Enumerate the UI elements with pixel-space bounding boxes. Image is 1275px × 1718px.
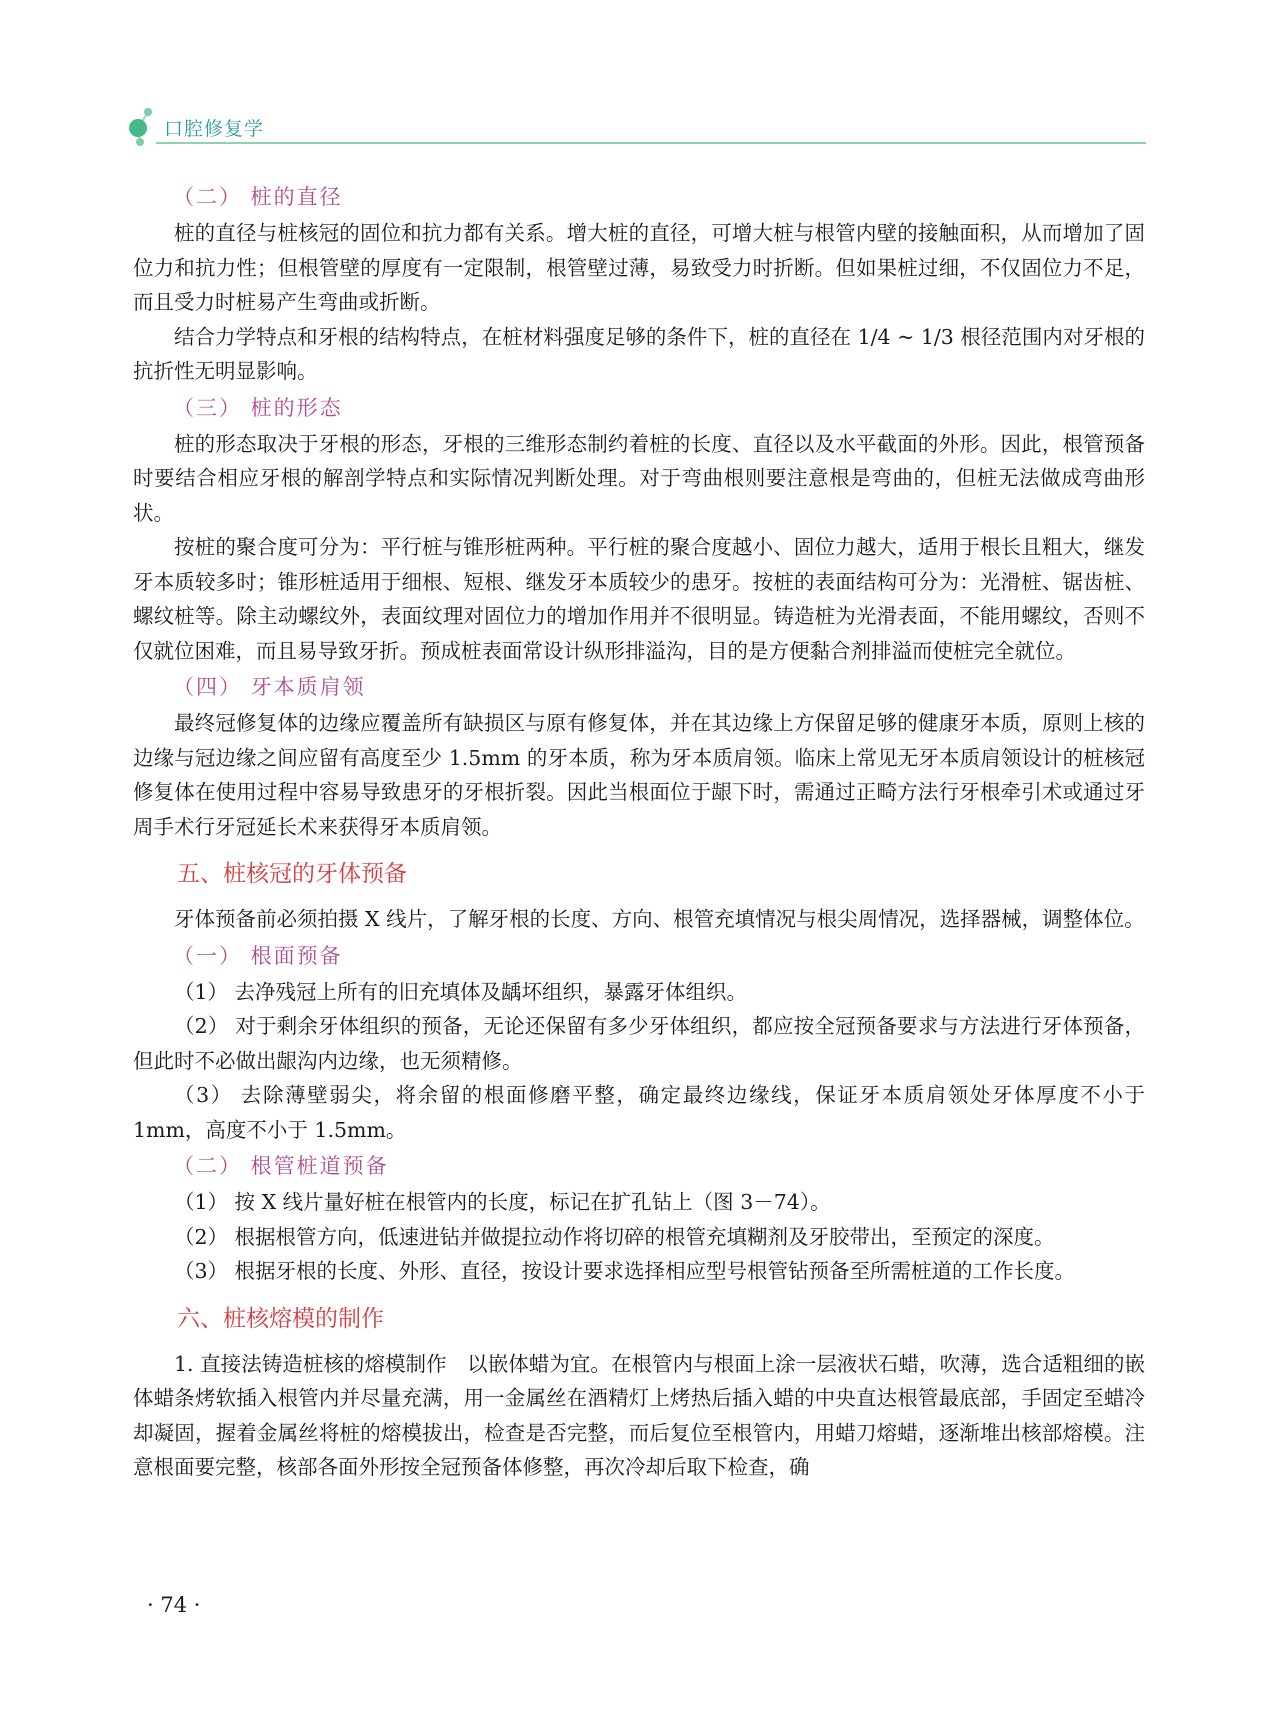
paragraph: 牙体预备前必须拍摄 X 线片，了解牙根的长度、方向、根管充填情况与根尖周情况，选择器械，调整体位。: [174, 907, 1145, 931]
paragraph: 最终冠修复体的边缘应覆盖所有缺损区与原有修复体，并在其边缘上方保留足够的健康牙本质，原则上核的边缘与冠边缘之间应留有高度至少 1.5mm 的牙本质，称为牙本质肩领。临床上常见无牙本质肩领设计的桩核冠修复体在使用过程中容易导致患牙的牙根折裂。因此当根面位于龈下时，需通过正畸方法行牙根牵引术或通过牙周手术行牙冠延长术来获得牙本质肩领。: [133, 711, 1145, 839]
section-heading-wax-pattern: 六、桩核熔模的制作: [177, 1305, 384, 1332]
page-number: · 74 ·: [147, 1593, 201, 1617]
subheading-post-space-prep: （二） 根管桩道预备: [173, 1154, 389, 1178]
section-heading-tooth-preparation: 五、桩核冠的牙体预备: [177, 861, 407, 887]
list-item: （2） 对于剩余牙体组织的预备，无论还保留有多少牙体组织，都应按全冠预备要求与方法进行牙体预备，但此时不必做出龈沟内边缘，也无须精修。: [133, 1014, 1145, 1073]
paragraph: 结合力学特点和牙根的结构特点，在桩材料强度足够的条件下，桩的直径在 1/4 ~ 1/3 根径范围内对牙根的抗折性无明显影响。: [133, 324, 1145, 383]
list-item: （3） 去除薄壁弱尖，将余留的根面修磨平整，确定最终边缘线，保证牙本质肩领处牙体厚度不小于 1mm，高度不小于 1.5mm。: [133, 1083, 1145, 1142]
paragraph: 1. 直接法铸造桩核的熔模制作 以嵌体蜡为宜。在根管内与根面上涂一层液状石蜡，吹薄，选合适粗细的嵌体蜡条烤软插入根管内并尽量充满，用一金属丝在酒精灯上烤热后插入蜡的中央直达根管最底部，手固定至蜡冷却凝固，握着金属丝将桩的熔模拔出，检查是否完整，而后复位至根管内，用蜡刀熔蜡，逐渐堆出核部熔模。注意根面要完整，核部各面外形按全冠预备体修整，再次冷却后取下检查，确: [133, 1351, 1145, 1479]
list-item: （1） 去净残冠上所有的旧充填体及龋坏组织，暴露牙体组织。: [174, 979, 748, 1004]
subheading-pile-diameter: （二） 桩的直径: [173, 185, 343, 209]
paragraph: 按桩的聚合度可分为：平行桩与锥形桩两种。平行桩的聚合度越小、固位力越大，适用于根长且粗大，继发牙本质较多时；锥形桩适用于细根、短根、继发牙本质较少的患牙。按桩的表面结构可分为：光滑桩、锯齿桩、螺纹桩等。除主动螺纹外，表面纹理对固位力的增加作用并不很明显。铸造桩为光滑表面，不能用螺纹，否则不仅就位困难，而且易导致牙折。预成桩表面常设计纵形排溢沟，目的是方便黏合剂排溢而使桩完全就位。: [133, 535, 1145, 663]
list-item: （2） 根据根管方向，低速进钻并做提拉动作将切碎的根管充填糊剂及牙胶带出，至预定的深度。: [174, 1224, 1055, 1249]
subheading-root-surface-prep: （一） 根面预备: [173, 943, 343, 968]
subheading-dentin-ferrule: （四） 牙本质肩领: [173, 675, 366, 699]
list-item: （3） 根据牙根的长度、外形、直径，按设计要求选择相应型号根管钻预备至所需桩道的工作长度。: [174, 1259, 1076, 1283]
list-item: （1） 按 X 线片量好桩在根管内的长度，标记在扩孔钻上（图 3－74）。: [174, 1190, 831, 1214]
header-divider: [156, 142, 1146, 144]
paragraph: 桩的形态取决于牙根的形态，牙根的三维形态制约着桩的长度、直径以及水平截面的外形。因此，根管预备时要结合相应牙根的解剖学特点和实际情况判断处理。对于弯曲根则要注意根是弯曲的，但桩无法做成弯曲形状。: [133, 431, 1145, 525]
page-body: [133, 178, 1145, 1485]
subheading-pile-form: （三） 桩的形态: [173, 395, 343, 420]
header-title: 口腔修复学: [164, 118, 265, 140]
running-header: [126, 106, 1146, 146]
paragraph: 桩的直径与桩核冠的固位和抗力都有关系。增大桩的直径，可增大桩与根管内壁的接触面积，从而增加了固位力和抗力性；但根管壁的厚度有一定限制，根管壁过薄，易致受力时折断。但如果桩过细，不仅固位力不足，而且受力时桩易产生弯曲或折断。: [133, 221, 1145, 314]
